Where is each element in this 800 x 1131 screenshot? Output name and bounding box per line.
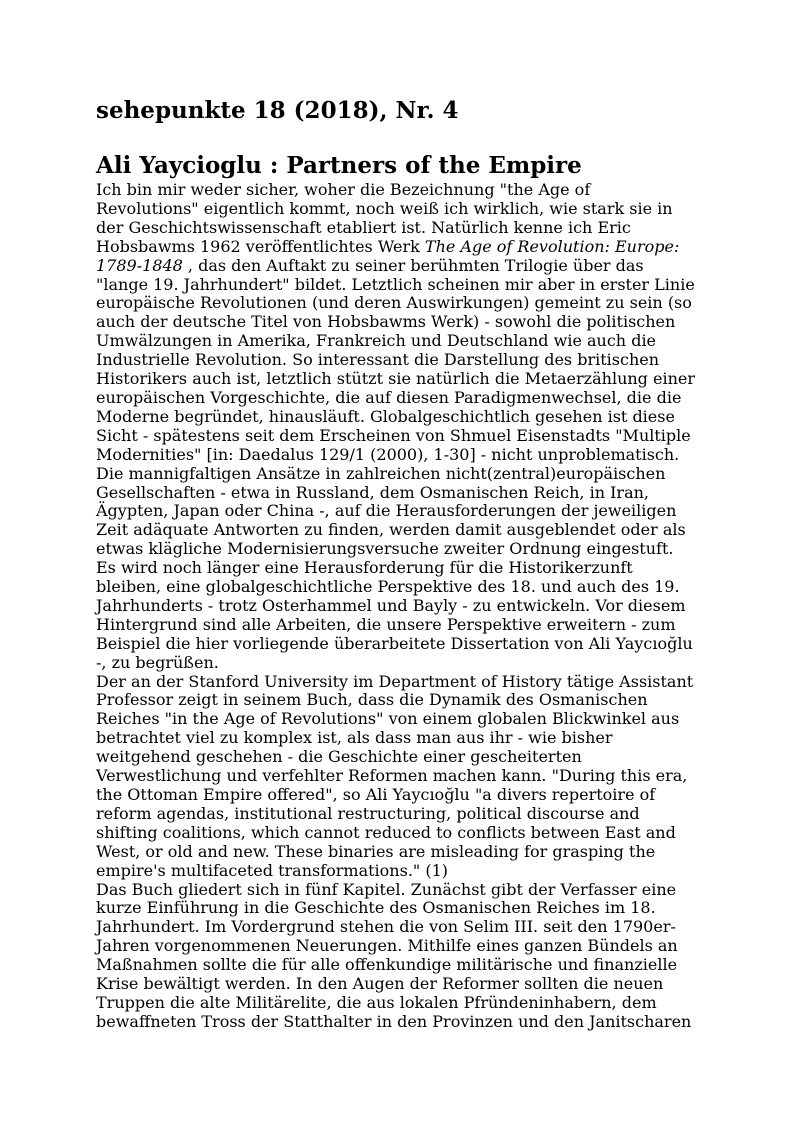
text-line bbox=[96, 710, 706, 729]
text-segment: europäischen Vorgeschichte, die auf diesen Paradigmenwechsel, die die bbox=[96, 387, 682, 407]
text-segment: reform agendas, institutional restructuring, political discourse and bbox=[96, 803, 640, 823]
text-line bbox=[96, 729, 706, 748]
text-segment: etwas klägliche Modernisierungsversuche zweiter Ordnung eingestuft. bbox=[96, 539, 674, 559]
text-line bbox=[96, 899, 706, 918]
text-segment: Umwälzungen in Amerika, Frankreich und Deutschland wie auch die bbox=[96, 331, 657, 351]
text-segment: Reiches "in the Age of Revolutions" von einem globalen Blickwinkel aus bbox=[96, 709, 680, 729]
text-segment: Moderne begründet, hinausläuft. Globalgeschichtlich gesehen ist diese bbox=[96, 406, 675, 426]
text-segment: Die mannigfaltigen Ansätze in zahlreichen nicht(zentral)europäischen bbox=[96, 463, 666, 483]
paragraph bbox=[96, 881, 706, 1032]
text-segment: Sicht - spätestens seit dem Erscheinen von Shmuel Eisenstadts "Multiple bbox=[96, 425, 691, 445]
journal-heading: sehepunkte 18 (2018), Nr. 4 bbox=[96, 97, 459, 124]
text-line bbox=[96, 200, 706, 219]
text-line bbox=[96, 937, 706, 956]
text-line bbox=[96, 219, 706, 238]
text-line bbox=[96, 238, 706, 257]
text-segment: bleiben, eine globalgeschichtliche Perspektive des 18. und auch des 19. bbox=[96, 577, 680, 597]
text-line bbox=[96, 559, 706, 578]
text-segment: Zeit adäquate Antworten zu finden, werden damit ausgeblendet oder als bbox=[96, 520, 686, 540]
text-line bbox=[96, 862, 706, 881]
text-line bbox=[96, 786, 706, 805]
text-segment: Gesellschaften - etwa in Russland, dem Osmanischen Reich, in Iran, bbox=[96, 482, 649, 502]
text-line bbox=[96, 578, 706, 597]
text-segment: Ägypten, Japan oder China -, auf die Herausforderungen der jeweiligen bbox=[96, 501, 677, 521]
text-line bbox=[96, 881, 706, 900]
text-line bbox=[96, 635, 706, 654]
text-segment: "lange 19. Jahrhundert" bildet. Letztlich scheinen mir aber in erster Linie bbox=[96, 274, 695, 294]
text-segment: Es wird noch länger eine Herausforderung für die Historikerzunft bbox=[96, 558, 633, 578]
text-segment: the Ottoman Empire offered", so Ali Yaycıoğlu "a divers repertoire of bbox=[96, 785, 656, 804]
text-line bbox=[96, 824, 706, 843]
text-segment: West, or old and new. These binaries are misleading for grasping the bbox=[96, 841, 656, 861]
article-title: Ali Yaycioglu : Partners of the Empire bbox=[96, 152, 582, 179]
text-segment: empire's multifaceted transformations." (1) bbox=[96, 860, 449, 880]
text-segment: kurze Einführung in die Geschichte des Osmanischen Reiches im 18. bbox=[96, 898, 656, 918]
text-line bbox=[96, 748, 706, 767]
text-line bbox=[96, 691, 706, 710]
text-line bbox=[96, 956, 706, 975]
text-segment: Hintergrund sind alle Arbeiten, die unsere Perspektive erweitern - zum bbox=[96, 614, 676, 634]
article-body bbox=[96, 181, 706, 1032]
text-segment: Historikers auch ist, letztlich stützt sie natürlich die Metaerzählung einer bbox=[96, 369, 696, 389]
text-line bbox=[96, 294, 706, 313]
text-segment: Jahrhundert. Im Vordergrund stehen die von Selim III. seit den 1790er- bbox=[96, 917, 676, 937]
text-line bbox=[96, 918, 706, 937]
text-segment: , das den Auftakt zu seiner berühmten Trilogie über das bbox=[182, 255, 644, 275]
text-segment: auch der deutsche Titel von Hobsbawms Werk) - sowohl die politischen bbox=[96, 312, 676, 332]
text-line bbox=[96, 332, 706, 351]
text-segment: Industrielle Revolution. So interessant die Darstellung des britischen bbox=[96, 350, 660, 370]
text-line bbox=[96, 521, 706, 540]
text-line bbox=[96, 389, 706, 408]
text-segment: Truppen die alte Militärelite, die aus lokalen Pfründeninhabern, dem bbox=[96, 992, 657, 1012]
text-line bbox=[96, 616, 706, 635]
text-segment: -, zu begrüßen. bbox=[96, 652, 219, 672]
paragraph bbox=[96, 673, 706, 881]
text-line bbox=[96, 597, 706, 616]
text-line bbox=[96, 465, 706, 484]
text-line bbox=[96, 994, 706, 1013]
text-line bbox=[96, 502, 706, 521]
text-segment: Modernities" [in: Daedalus 129/1 (2000), 1-30] - nicht unproblematisch. bbox=[96, 444, 680, 464]
text-segment: Professor zeigt in seinem Buch, dass die Dynamik des Osmanischen bbox=[96, 690, 648, 710]
text-segment: weitgehend geschehen - die Geschichte einer gescheiterten bbox=[96, 747, 582, 767]
document-page bbox=[96, 96, 706, 1032]
text-line bbox=[96, 313, 706, 332]
text-line bbox=[96, 1013, 706, 1032]
text-line bbox=[96, 427, 706, 446]
text-line bbox=[96, 975, 706, 994]
text-line bbox=[96, 446, 706, 465]
text-segment: Jahren vorgenommenen Neuerungen. Mithilfe eines ganzen Bündels an bbox=[96, 936, 678, 956]
text-segment: betrachtet viel zu komplex ist, als dass man aus ihr - wie bisher bbox=[96, 728, 613, 748]
text-line bbox=[96, 805, 706, 824]
text-line bbox=[96, 540, 706, 559]
text-line bbox=[96, 370, 706, 389]
italic-title: The Age of Revolution: Europe: bbox=[424, 236, 680, 256]
text-segment: Der an der Stanford University im Department of History tätige Assistant bbox=[96, 671, 694, 691]
text-segment: der Geschichtswissenschaft etabliert ist. Natürlich kenne ich Eric bbox=[96, 217, 631, 237]
text-line bbox=[96, 484, 706, 503]
text-segment: bewaffneten Tross der Statthalter in den Provinzen und den Janitscharen bbox=[96, 1011, 692, 1031]
text-line bbox=[96, 276, 706, 295]
text-segment: Maßnahmen sollte die für alle offenkundige militärische und finanzielle bbox=[96, 955, 678, 975]
text-segment: Jahrhunderts - trotz Osterhammel und Bayly - zu entwickeln. Vor diesem bbox=[96, 595, 686, 615]
text-segment: shifting coalitions, which cannot reduced to conflicts between East and bbox=[96, 822, 676, 842]
text-line bbox=[96, 257, 706, 276]
text-line bbox=[96, 408, 706, 427]
text-segment: europäische Revolutionen (und deren Auswirkungen) gemeint zu sein (so bbox=[96, 293, 692, 313]
text-line bbox=[96, 351, 706, 370]
text-segment: Krise bewältigt werden. In den Augen der Reformer sollten die neuen bbox=[96, 974, 664, 994]
text-segment: Das Buch gliedert sich in fünf Kapitel. Zunächst gibt der Verfasser eine bbox=[96, 879, 677, 899]
text-segment: Verwestlichung und verfehlter Reformen machen kann. "During this era, bbox=[96, 766, 688, 786]
text-segment: Hobsbawms 1962 veröffentlichtes Werk bbox=[96, 236, 425, 256]
text-line bbox=[96, 181, 706, 200]
text-line bbox=[96, 673, 706, 692]
text-line bbox=[96, 654, 706, 673]
italic-title: 1789-1848 bbox=[96, 255, 183, 275]
text-line bbox=[96, 843, 706, 862]
text-line bbox=[96, 767, 706, 786]
text-segment: Ich bin mir weder sicher, woher die Bezeichnung "the Age of bbox=[96, 180, 591, 199]
text-segment: Revolutions" eigentlich kommt, noch weiß ich wirklich, wie stark sie in bbox=[96, 198, 673, 218]
text-segment: Beispiel die hier vorliegende überarbeitete Dissertation von Ali Yaycıoğlu bbox=[96, 633, 693, 653]
paragraph bbox=[96, 181, 706, 673]
